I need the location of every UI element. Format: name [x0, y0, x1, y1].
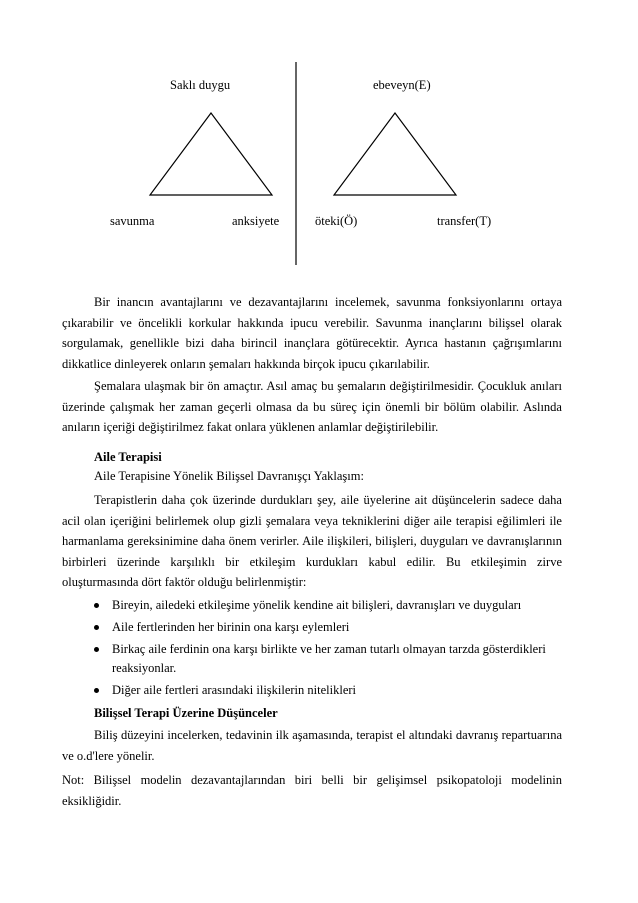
left-triangle-bottom-right-label: anksiyete: [232, 214, 280, 228]
triangle-diagram: [0, 0, 638, 275]
list-item-text: Bireyin, ailedeki etkileşime yönelik kendine ait bilişleri, davranışları ve duyguları: [112, 598, 522, 612]
list-item: [62, 596, 562, 615]
right-triangle: [334, 113, 456, 195]
paragraph-1: Bir inancın avantajlarını ve dezavantajlarını incelemek, savunma fonksiyonlarını ortaya çıkarabilir ve öncelikli korkular hakkında ipucu verebilir. Savunma inançlarını bilişsel olarak sorgulamak, genellikle bizi daha birincil inançlara götürecektir. Ayrıca hastanın çağrışımlarını dikkatlice dinleyerek onların şemaları hakkında birçok ipucu çıkarılabilir.: [62, 295, 562, 371]
bullet-icon: [94, 603, 99, 608]
paragraph-2: Şemalara ulaşmak bir ön amaçtır. Asıl amaç bu şemaların değiştirilmesidir. Çocukluk anıları üzerinde çalışmak her zaman geçerli olmasa da bu süreç için önemli bir bölüm olabilir. Aslında anıların içeriği değiştirilmez fakat onlara yüklenen anlamlar değiştirilebilir.: [62, 379, 562, 434]
section-1-heading: Aile Terapisi: [94, 450, 162, 464]
list-item-text: Aile fertlerinden her birinin ona karşı eylemleri: [112, 620, 350, 634]
list-item: [62, 681, 562, 700]
right-triangle-top-label: ebeveyn(E): [373, 78, 431, 92]
paragraph-1-block: [62, 292, 562, 374]
note-text: Not: Bilişsel modelin dezavantajlarından biri belli bir gelişimsel psikopatoloji modelinin eksikliğidir.: [62, 773, 562, 808]
bullet-icon: [94, 625, 99, 630]
section-2-body-block: [62, 725, 562, 766]
section-1-body: Terapistlerin daha çok üzerinde durdukları şey, aile üyelerine ait düşüncelerin sadece daha acil olan içeriğini belirlemek olup gizli şemalara veya tekniklerini diğer aile terapisi eğilimleri ile harmanlama gereksinimine daha önem verirler. Aile ilişkileri, bilişleri, duyguları ve davranışlarının birbirleri üzerinde karşılıklı bir etkileşim kurdukları kabul edilir. Bu etkileşimin zirve oluşturmasında dört faktör olduğu belirlenmiştir:: [62, 493, 562, 589]
list-item-text: Diğer aile fertleri arasındaki ilişkilerin nitelikleri: [112, 683, 357, 697]
section-2-heading: Bilişsel Terapi Üzerine Düşünceler: [94, 706, 278, 720]
paragraph-2-block: [62, 376, 562, 438]
list-item: [62, 618, 562, 637]
note-block: [62, 770, 562, 811]
right-triangle-bottom-right-label: transfer(T): [437, 214, 492, 228]
list-item: [62, 640, 562, 678]
list-item-text: Birkaç aile ferdinin ona karşı birlikte ve her zaman tutarlı olmayan tarzda gösterdikleri reaksiyonlar.: [112, 642, 546, 675]
section-1-body-block: [62, 490, 562, 593]
factor-list: [62, 596, 562, 703]
section-2-body: Biliş düzeyini incelerken, tedavinin ilk aşamasında, terapist el altındaki davranış repartuarına ve o.d'lere yönelir.: [62, 728, 562, 763]
left-triangle: [150, 113, 272, 195]
right-triangle-bottom-left-label: öteki(Ö): [315, 214, 358, 228]
bullet-icon: [94, 688, 99, 693]
left-triangle-top-label: Saklı duygu: [170, 78, 231, 92]
bullet-icon: [94, 647, 99, 652]
section-1-subheading: Aile Terapisine Yönelik Bilişsel Davranışçı Yaklaşım:: [94, 469, 364, 483]
left-triangle-bottom-left-label: savunma: [110, 214, 155, 228]
